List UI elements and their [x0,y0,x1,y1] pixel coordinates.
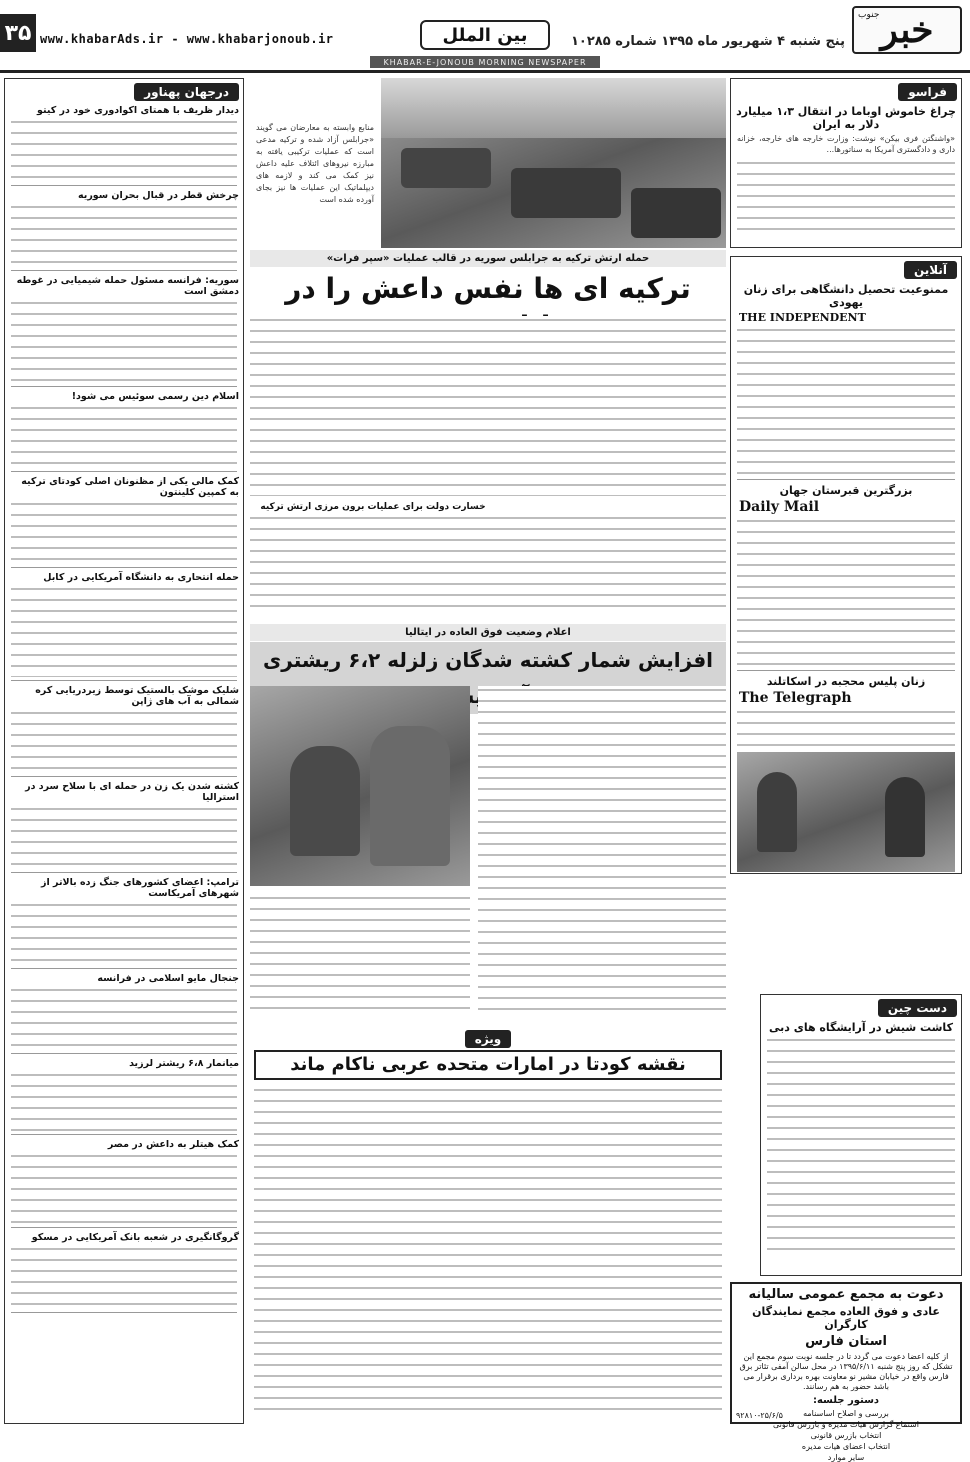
ad-line-1: دعوت به مجمع عمومی سالیانه [748,1287,944,1302]
dastchin-headline: کاشت شیش در آرایشگاه های دبی [769,1021,953,1034]
police-photo [737,752,955,872]
world-news-headline[interactable]: کشته شدن یک زن در حمله ای با سلاح سرد در استرالیا [25,781,239,803]
online-box [730,256,962,874]
world-news-item [5,190,243,271]
world-news-body [11,986,237,1050]
english-band: KHABAR-E-JONOUB MORNING NEWSPAPER [370,56,600,68]
newspaper-logo[interactable] [852,6,962,54]
dastchin-tab: دست چین [878,999,957,1017]
world-news-item [5,973,243,1054]
divider [11,680,237,681]
world-news-item [5,572,243,681]
world-news-headline[interactable]: کمک هیتلر به داعش در مصر [107,1139,239,1150]
world-news-headline[interactable]: جنجال مایو اسلامی در فرانسه [97,973,239,984]
divider [11,567,237,568]
faraso-tab: فراسو [898,83,957,101]
quake-body [478,686,726,1016]
ad-line-2: عادی و فوق العاده مجمع نمایندگان کارگران [752,1305,940,1331]
ad-agenda-2: استماع گزارش هیات مدیره و بازرس قانونی [773,1420,919,1429]
online-tab: آنلاین [904,261,957,279]
photo-side-caption: منابع وابسته به معارضان می گویند «جرابلس آزاد شده و ترکیه مدعی است که عملیات ترکیبی یافته به مبارزه نیروهای ائتلاف علیه داعش نیز کمک می کند و لازمه های دیپلماتیک این عملیات ها نیز بجای آورده شده است [256,123,374,204]
world-news-headline[interactable]: شلیک موشک بالستیک توسط زیردریایی کره شمالی به آب های ژاپن [35,685,239,707]
dastchin-box [760,994,962,1276]
ad-agenda-4: انتخاب اعضای هیات مدیره [801,1442,891,1451]
world-news-item [5,685,243,777]
faraso-box [730,78,962,248]
divider [11,776,237,777]
telegraph-headline: زنان پلیس محجبه در اسکاتلند [766,675,926,688]
divider [11,968,237,969]
world-news-body [11,805,237,869]
world-news-body [11,709,237,773]
main-story [250,78,726,618]
divider [11,270,237,271]
quake-headline[interactable]: افزایش شمار کشته شدگان زلزله ۶،۲ ریشتری [250,642,726,714]
divider [11,386,237,387]
assembly-ad [730,1282,962,1462]
world-news-body [11,500,237,564]
world-news-item [5,781,243,873]
ad-agenda-title: دستور جلسه: [812,1395,880,1406]
telegraph-logo: The Telegraph [739,690,852,706]
faraso-lead: «واشنگتن فری بیکن» نوشت: وزارت خارجه های خارجه، خزانه داری و دادگستری آمریکا به سناتورها... [737,134,955,154]
world-news-body [11,203,237,267]
mail-headline: بزرگترین قبرستان جهان [779,484,913,497]
world-news-item [5,877,243,969]
world-news-body [11,299,237,383]
dailymail-logo: Daily Mail [739,499,820,515]
divider [11,1134,237,1135]
world-news-body [11,1152,237,1224]
world-news-body [11,901,237,965]
ad-agenda-5: سایر موارد [827,1453,865,1462]
world-news-headline[interactable]: چرخش قطر در قبال بحران سوریه [78,190,239,201]
world-news-headline[interactable]: میانمار ۶،۸ ریشتر لرزید [129,1058,239,1069]
page-number: ۳۵ [0,14,36,52]
masthead [0,0,970,70]
faraso-headline: چراغ خاموش اوباما در انتقال ۱،۳ میلیارد دلار به ایران [736,105,956,131]
world-news-headline[interactable]: کمک مالی یکی از مظنونان اصلی کودتای ترکیه به کمپین کلینتون [21,476,239,498]
logo-text: خبر [880,9,934,51]
world-news-body [11,404,237,468]
world-column [4,78,244,1424]
main-body-1 [250,316,726,496]
divider [11,471,237,472]
world-news-headline[interactable]: گروگانگیری در شعبه بانک آمریکایی در مسکو [31,1232,239,1243]
section-title: بین الملل [420,20,550,50]
world-news-item [5,476,243,568]
divider [11,1053,237,1054]
vijeh-story [250,1028,726,1424]
world-tab: درجهان پهناور [134,83,239,101]
ad-body: از کلیه اعضا دعوت می گردد تا در جلسه نوبت سوم مجمع این تشکل که روز پنج شنبه ۱۳۹۵/۶/۱۱ در محل سالن آمفی تئاتر برق فارس واقع در خیابان مشیر نو معاونت بهره برداری برقرار می باشد حضور به هم رسانند. [739,1352,953,1391]
divider [11,872,237,873]
issue-dateline: پنج شنبه ۴ شهریور ماه ۱۳۹۵ شماره ۱۰۲۸۵ [570,34,845,49]
quake-kicker: اعلام وضعیت فوق العاده در ایتالیا [250,624,726,641]
main-headline[interactable]: ترکیه ای ها نفس داعش را در [285,272,691,305]
world-news-body [11,118,237,182]
world-news-body [11,585,237,677]
quake-caption-text [250,894,470,1016]
world-news-headline[interactable]: حمله انتحاری به دانشگاه آمریکایی در کابل [43,572,239,583]
ad-code: ۹۲۸۱۰-۲۵/۶/۵ [736,1411,783,1420]
logo-small-text: جنوب [858,10,880,20]
world-news-body [11,1071,237,1131]
online-headline: ممنوعیت تحصیل دانشگاهی برای زنان یهودی [743,283,949,309]
telegraph-body [737,708,955,748]
world-news-item [5,275,243,387]
ad-agenda-3: انتخاب بازرس قانونی [810,1431,882,1440]
main-subhead: خسارت دولت برای عملیات برون مرزی ارتش ترکیه [260,502,486,512]
main-body-2 [250,514,726,614]
vijeh-headline[interactable]: نقشه کودتا در امارات متحده عربی ناکام ماند [254,1050,722,1080]
quake-story [250,624,726,1028]
world-news-item [5,1058,243,1135]
masthead-rule [0,70,970,73]
divider [11,185,237,186]
world-news-body [11,1245,237,1309]
world-news-headline[interactable]: ترامپ: اعضای کشورهای جنگ زده بالاتر از شهرهای آمریکاست [41,877,239,899]
ad-agenda-1: بررسی و اصلاح اساسنامه [803,1409,889,1418]
world-news-headline[interactable]: اسلام دین رسمی سوئیس می شود! [71,391,239,402]
world-news-item [5,1139,243,1228]
mail-body [737,517,955,667]
ad-line-3: استان فارس [805,1334,887,1349]
tanks-photo [381,78,726,248]
world-news-headline[interactable]: سوریه: فرانسه مسئول حمله شیمیایی در غوطه دمشق است [16,275,239,297]
divider [11,1227,237,1228]
world-news-headline[interactable]: دیدار ظریف با همتای اکوادوری خود در کیتو [37,105,239,116]
world-news-item [5,1232,243,1313]
vijeh-tab: ویژه [465,1030,512,1048]
quake-photo [250,686,470,886]
independent-logo: THE INDEPENDENT [739,311,866,324]
faraso-body [737,159,955,239]
online-body [737,326,955,476]
main-kicker: حمله ارتش ترکیه به جرابلس سوریه در قالب عملیات «سپر فرات» [250,250,726,267]
vijeh-body [254,1086,722,1416]
site-urls[interactable]: www.khabarAds.ir - www.khabarjonoub.ir [40,32,334,46]
world-news-item [5,105,243,186]
divider [11,1312,237,1313]
world-news-item [5,391,243,472]
dastchin-body [767,1036,955,1256]
